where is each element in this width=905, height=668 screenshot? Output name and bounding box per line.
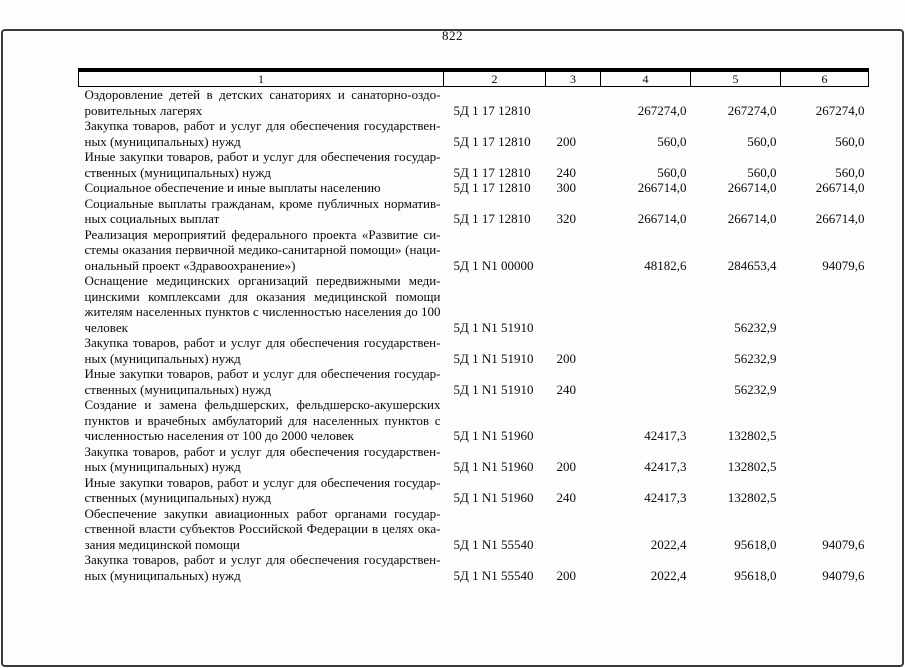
amount-cell-5: 266714,0 [727,180,777,195]
table-header-row [79,70,869,87]
code-cell: 5Д 1 N1 51960 [453,490,534,505]
table-header [79,70,869,87]
amount-cell-4: 266714,0 [637,211,687,226]
name-cell: Закупка товаров, работ и услуг для обеспечения государственных (муниципальных) нужд [84,552,441,583]
amount-cell-6: 560,0 [835,133,865,149]
amount-cell-6: 266714,0 [815,180,865,195]
table-row [79,196,869,227]
column-number-header-cell: 4 [601,70,691,87]
table-row [79,475,869,506]
amount-cell-6: 267274,0 [815,102,865,118]
amount-cell-4: 42417,3 [644,490,687,505]
expense-type-cell [546,87,601,119]
code-cell: 5Д 1 N1 55540 [453,536,534,552]
amount-cell-6 [781,475,869,506]
amount-cell-4 [601,273,691,335]
expense-type-cell: 200 [556,567,576,583]
expense-type-cell: 200 [556,459,576,474]
code-cell: 5Д 1 N1 51960 [453,428,534,443]
amount-cell-6: 94079,6 [822,536,865,552]
column-number-header-cell: 3 [546,70,601,87]
amount-cell-5: 560,0 [747,164,777,180]
amount-cell-5: 132802,5 [727,490,777,505]
expense-type-cell [546,506,601,553]
table-row [79,149,869,180]
expense-type-cell [546,227,601,274]
name-cell: Иные закупки товаров, работ и услуг для обеспечения государственных (муниципальных) нужд [84,366,441,397]
name-cell: Социальное обеспечение и иные выплаты населению [84,180,381,195]
table-row [79,335,869,366]
amount-cell-6: 94079,6 [822,567,865,583]
table-body [79,87,869,584]
name-cell: Иные закупки товаров, работ и услуг для обеспечения государственных (муниципальных) нужд [84,149,441,180]
name-cell: Закупка товаров, работ и услуг для обеспечения государственных (муниципальных) нужд [84,335,441,366]
expense-type-cell [546,397,601,444]
amount-cell-4: 560,0 [657,133,687,149]
amount-cell-6: 266714,0 [815,211,865,226]
table-row [79,444,869,475]
code-cell: 5Д 1 N1 51960 [453,459,534,474]
name-cell: Закупка товаров, работ и услуг для обеспечения государственных (муниципальных) нужд [84,118,441,149]
code-cell: 5Д 1 N1 00000 [453,257,534,273]
amount-cell-4: 560,0 [657,164,687,180]
expense-type-cell: 240 [556,381,576,397]
amount-cell-5: 560,0 [747,133,777,149]
amount-cell-5: 56232,9 [734,381,777,397]
amount-cell-4 [601,335,691,366]
amount-cell-5: 95618,0 [734,567,777,583]
amount-cell-5: 132802,5 [727,459,777,474]
budget-table [78,68,869,583]
page-number: 822 [442,28,463,43]
amount-cell-4: 2022,4 [650,567,687,583]
column-number-header-cell: 6 [781,70,869,87]
column-number-header-cell: 2 [444,70,546,87]
table-row [79,552,869,583]
amount-cell-4: 266714,0 [637,180,687,195]
name-cell: Реализация мероприятий федерального проекта «Развитие системы оказания первичной медико-санитарной помощи» (национальный проект «Здравоохранение») [84,226,441,273]
amount-cell-4: 42417,3 [644,428,687,443]
name-cell: Оснащение медицинских организаций передвижными медицинскими комплексами для оказания медицинской помощи жителям населенных пунктов с численностью населения до 100 человек [84,273,441,335]
amount-cell-6 [781,397,869,444]
table-row [79,397,869,444]
code-cell: 5Д 1 17 12810 [453,164,531,180]
table-row [79,506,869,553]
column-number-header-cell: 1 [79,70,444,87]
table-row [79,87,869,119]
amount-cell-6: 560,0 [835,164,865,180]
name-cell: Социальные выплаты гражданам, кроме публичных нормативных социальных выплат [84,195,441,226]
amount-cell-4: 42417,3 [644,459,687,474]
name-cell: Иные закупки товаров, работ и услуг для обеспечения государственных (муниципальных) нужд [84,474,441,505]
table-row [79,273,869,335]
amount-cell-6 [781,444,869,475]
expense-type-cell: 200 [556,350,576,366]
amount-cell-5: 95618,0 [734,536,777,552]
document-page [0,28,905,583]
column-number-header-cell: 5 [691,70,781,87]
amount-cell-6 [781,366,869,397]
table-row [79,227,869,274]
code-cell: 5Д 1 17 12810 [453,211,531,226]
code-cell: 5Д 1 N1 51910 [453,319,534,335]
expense-type-cell: 240 [556,164,576,180]
expense-type-cell: 300 [556,180,576,195]
name-cell: Создание и замена фельдшерских, фельдшерско-акушерских пунктов и врачебных амбулаторий для населенных пунктов с численностью населения от 100 до 2000 человек [84,397,441,443]
amount-cell-5: 267274,0 [727,102,777,118]
name-cell: Обеспечение закупки авиационных работ органами государственной власти субъектов Российской Федерации в целях оказания медицинской помощи [84,505,441,552]
code-cell: 5Д 1 17 12810 [453,133,531,149]
code-cell: 5Д 1 N1 51910 [453,350,534,366]
name-cell: Оздоровление детей в детских санаториях и санаторно-оздоровительных лагерях [84,87,441,118]
amount-cell-5: 284653,4 [727,257,777,273]
amount-cell-6: 94079,6 [822,257,865,273]
amount-cell-4: 267274,0 [637,102,687,118]
amount-cell-5: 266714,0 [727,211,777,226]
expense-type-cell: 240 [556,490,576,505]
table-row [79,118,869,149]
amount-cell-5: 56232,9 [734,350,777,366]
amount-cell-5: 56232,9 [734,319,777,335]
amount-cell-6 [781,335,869,366]
code-cell: 5Д 1 N1 55540 [453,567,534,583]
table-row [79,180,869,196]
amount-cell-4: 48182,6 [644,257,687,273]
expense-type-cell: 200 [556,133,576,149]
amount-cell-6 [781,273,869,335]
expense-type-cell: 320 [556,211,576,226]
amount-cell-4: 2022,4 [650,536,687,552]
amount-cell-5: 132802,5 [727,428,777,443]
table-row [79,366,869,397]
code-cell: 5Д 1 17 12810 [453,180,531,195]
code-cell: 5Д 1 17 12810 [453,102,531,118]
name-cell: Закупка товаров, работ и услуг для обеспечения государственных (муниципальных) нужд [84,443,441,474]
expense-type-cell [546,273,601,335]
amount-cell-4 [601,366,691,397]
code-cell: 5Д 1 N1 51910 [453,381,534,397]
